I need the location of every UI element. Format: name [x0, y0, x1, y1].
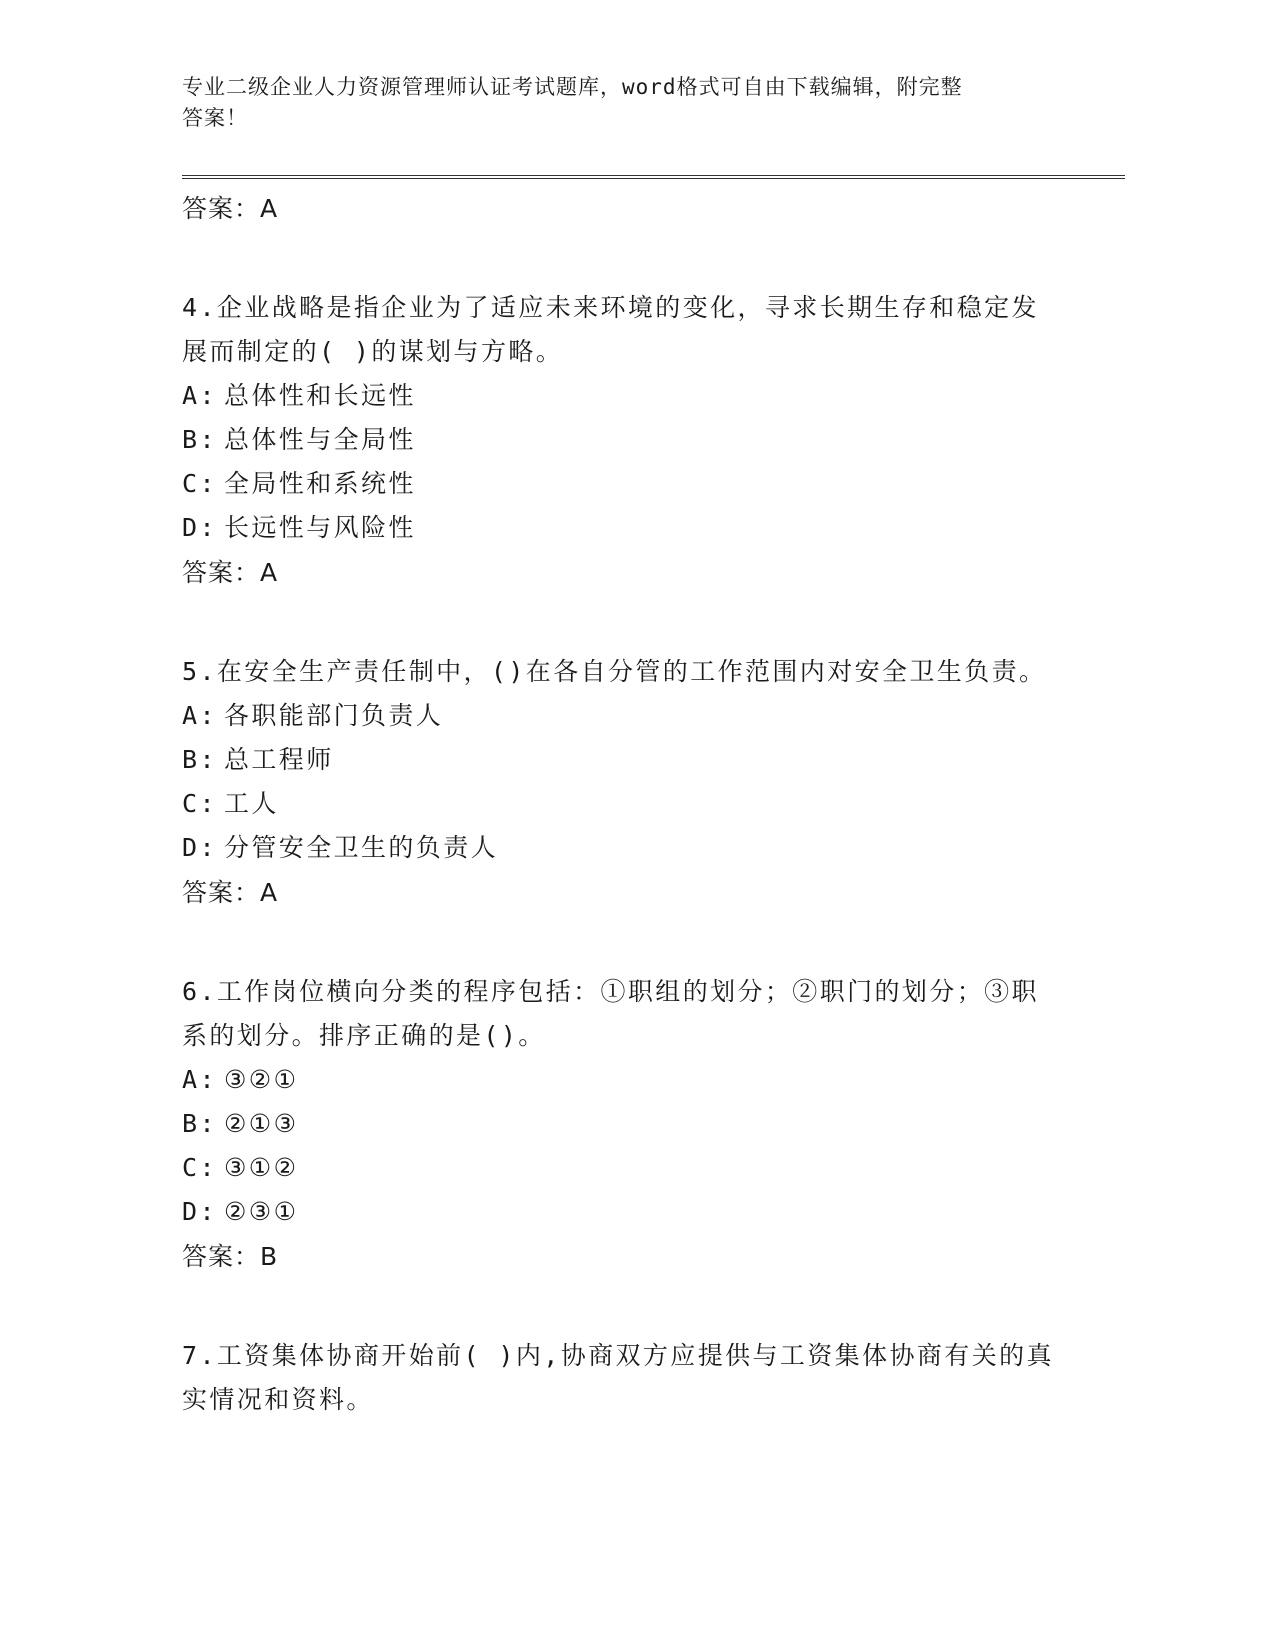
option-text: ③②①	[224, 1065, 299, 1094]
question-item	[182, 1334, 1072, 1422]
header-divider	[182, 175, 1125, 179]
option-b	[182, 1102, 1072, 1146]
question-stem: 7.工资集体协商开始前( )内,协商双方应提供与工资集体协商有关的真实情况和资料。	[182, 1341, 1054, 1414]
question-item	[182, 970, 1072, 1279]
spacer	[182, 231, 1072, 286]
option-c	[182, 1146, 1072, 1190]
option-key: A:	[182, 701, 217, 730]
option-text: ②①③	[224, 1109, 299, 1138]
option-text: 总体性与全局性	[224, 425, 416, 454]
option-key: C:	[182, 1153, 217, 1182]
option-a	[182, 1058, 1072, 1102]
option-key: C:	[182, 469, 217, 498]
option-text: ②③①	[224, 1197, 299, 1226]
document-header	[182, 72, 1042, 134]
option-d	[182, 506, 1072, 550]
spacer	[182, 915, 1072, 970]
answer-line: 答案：B	[182, 1242, 279, 1271]
option-b	[182, 738, 1072, 782]
option-d	[182, 826, 1072, 870]
question-item	[182, 650, 1072, 915]
option-key: D:	[182, 513, 217, 542]
option-key: A:	[182, 381, 217, 410]
header-line-2: 答案！	[182, 106, 248, 130]
option-c	[182, 782, 1072, 826]
option-d	[182, 1190, 1072, 1234]
question-stem: 5.在安全生产责任制中，()在各自分管的工作范围内对安全卫生负责。	[182, 657, 1047, 686]
question-list	[182, 186, 1072, 1422]
option-text: 长远性与风险性	[224, 513, 416, 542]
option-key: D:	[182, 1197, 217, 1226]
option-text: 各职能部门负责人	[224, 701, 444, 730]
option-b	[182, 418, 1072, 462]
option-text: 总工程师	[224, 745, 334, 774]
spacer	[182, 595, 1072, 650]
answer-line: 答案：A	[182, 878, 279, 907]
option-c	[182, 462, 1072, 506]
option-key: C:	[182, 789, 217, 818]
option-key: A:	[182, 1065, 217, 1094]
option-text: 工人	[224, 789, 279, 818]
question-item	[182, 286, 1072, 595]
option-text: ③①②	[224, 1153, 299, 1182]
question-stem: 4.企业战略是指企业为了适应未来环境的变化，寻求长期生存和稳定发展而制定的( )的谋划与方略。	[182, 293, 1039, 366]
option-key: B:	[182, 425, 217, 454]
option-key: B:	[182, 1109, 217, 1138]
option-text: 总体性和长远性	[224, 381, 416, 410]
header-line-1: 专业二级企业人力资源管理师认证考试题库，word格式可自由下载编辑，附完整	[182, 75, 963, 99]
answer-line: 答案：A	[182, 558, 279, 587]
answer-line: 答案：A	[182, 194, 279, 223]
option-text: 全局性和系统性	[224, 469, 416, 498]
option-key: D:	[182, 833, 217, 862]
question-stem: 6.工作岗位横向分类的程序包括：①职组的划分；②职门的划分；③职系的划分。排序正确的是()。	[182, 977, 1039, 1050]
option-text: 分管安全卫生的负责人	[224, 833, 499, 862]
spacer	[182, 1279, 1072, 1334]
option-key: B:	[182, 745, 217, 774]
option-a	[182, 374, 1072, 418]
option-a	[182, 694, 1072, 738]
